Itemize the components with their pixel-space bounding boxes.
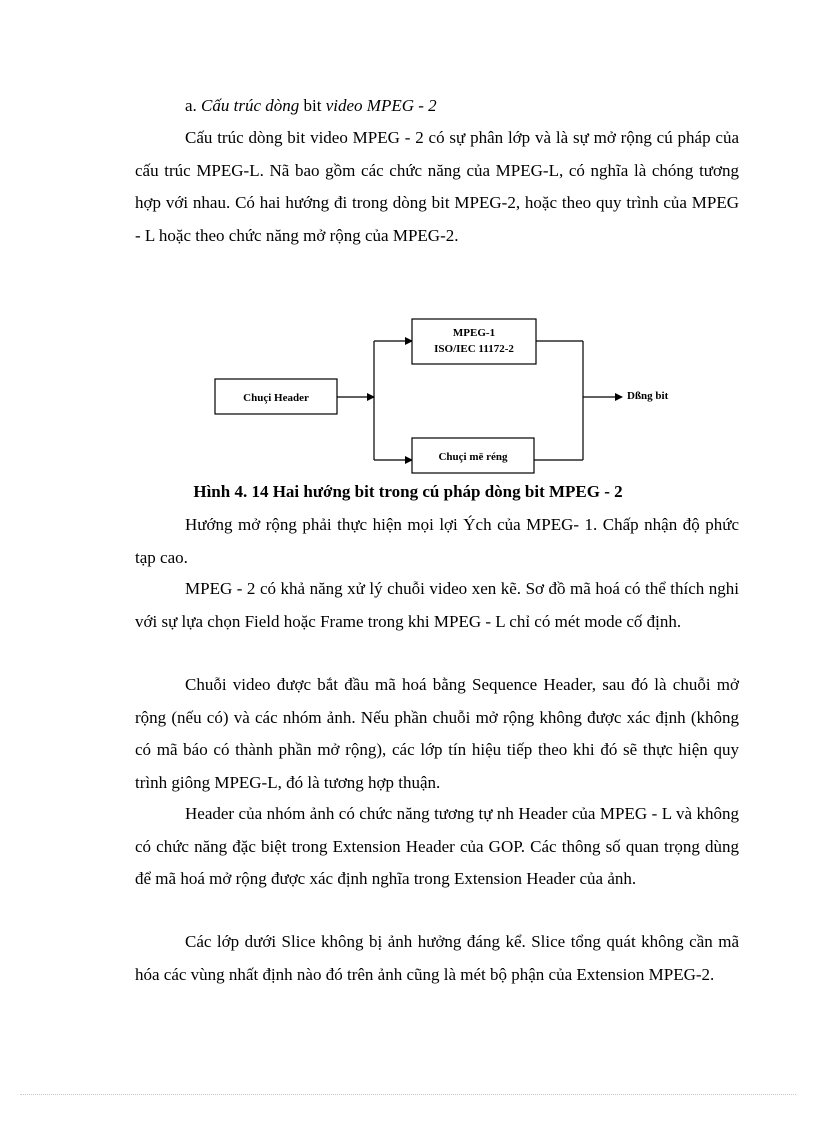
header-box-label: Chuçi Header [243,392,309,404]
paragraph: MPEG - 2 có khả năng xử lý chuỗi video xen kẽ. Sơ đồ mã hoá có thể thích nghi với sự lựa chọn Field hoặc Frame trong khi MPEG - L chỉ có mét mode cố định. [135,579,739,631]
paragraph: Header của nhóm ảnh có chức năng tương tự nh Header của MPEG - L và không có chức năng đặc biệt trong Extension Header của GOP. Các thông số quan trọng dùng để mã hoá mở rộng được xác định nghĩa trong Extension Header của ảnh. [135,804,739,888]
paragraph: Chuỗi video được bắt đầu mã hoá bằng Sequence Header, sau đó là chuỗi mở rộng (nếu có) và các nhóm ảnh. Nếu phần chuỗi mở rộng không được xác định (không có mã báo có thành phần mở rộng), các lớp tín hiệu tiếp theo khi đó sẽ thực hiện quy trình giông MPEG-L, đó là tương hợp thuận. [135,675,739,792]
mpeg1-box-line2: ISO/IEC 11172-2 [434,343,514,355]
section-heading [185,96,437,116]
paragraph: Các lớp dưới Slice không bị ảnh hưởng đáng kể. Slice tổng quát không cần mã hóa các vùng nhất định nào đó trên ảnh cũng là mét bộ phận của Extension MPEG-2. [135,932,739,984]
heading-prefix: a. [185,96,202,115]
heading-italic-1: Cấu trúc dòng [201,96,300,115]
heading-normal: bit [299,96,326,115]
output-label: Dßng bit [627,390,669,402]
mpeg1-box [412,319,536,364]
mpeg1-box-line1: MPEG-1 [452,327,496,339]
extension-box-label: Chuçi më réng [438,451,508,463]
figure-caption: Hình 4. 14 Hai hướng bit trong cú pháp dòng bit MPEG - 2 [193,482,623,501]
bitstream-diagram [0,300,816,480]
paragraph-intro: Cấu trúc dòng bit video MPEG - 2 có sự phân lớp và là sự mở rộng cú pháp của cấu trúc MPEG-L. Nã bao gồm các chức năng của MPEG-L, có nghĩa là chóng tương hợp với nhau. Có hai hướng đi trong dòng bit MPEG-2, hoặc theo quy trình của MPEG - L hoặc theo chức năng mở rộng của MPEG-2. [135,128,739,245]
heading-italic-2: video MPEG - 2 [325,96,437,115]
paragraph: Hướng mở rộng phải thực hiện mọi lợi Ých của MPEG- 1. Chấp nhận độ phức tạp cao. [135,515,739,567]
page-footer-divider [20,1094,796,1095]
